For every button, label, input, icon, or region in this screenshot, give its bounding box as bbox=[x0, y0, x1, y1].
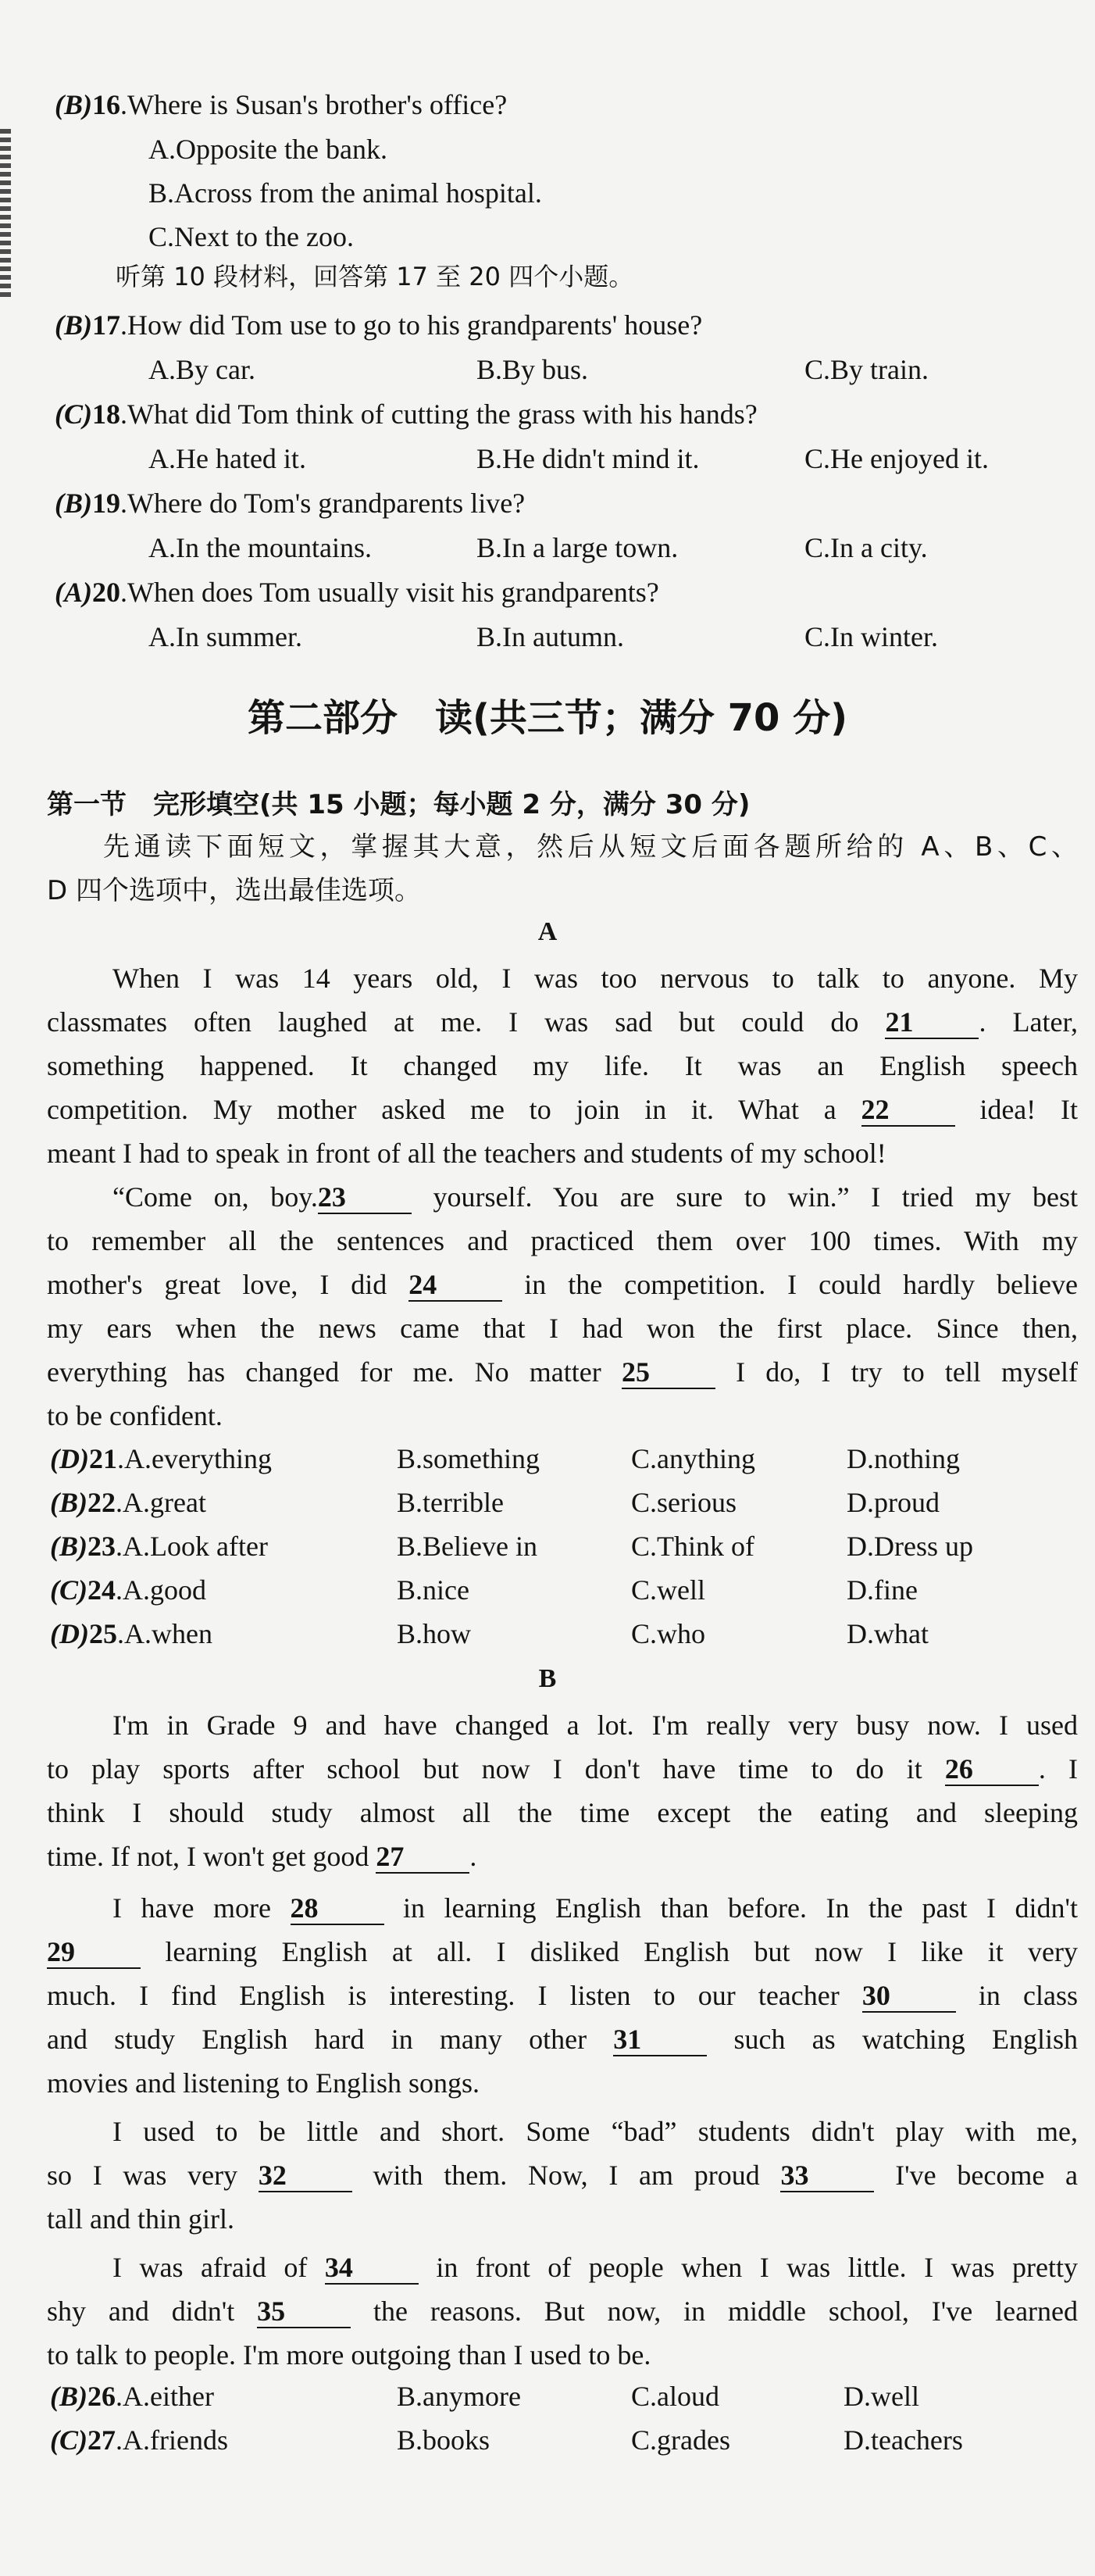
text-segment: with them. Now, I am proud bbox=[373, 2160, 760, 2191]
option-21b: B.something bbox=[397, 1443, 540, 1474]
option-27b: B.books bbox=[397, 2424, 490, 2456]
option-25d: D.what bbox=[847, 1618, 929, 1649]
option-16c: C.Next to the zoo. bbox=[148, 221, 354, 252]
option-27c: C.grades bbox=[631, 2424, 730, 2456]
text-segment: the reasons. But now, in middle school, I've learned bbox=[373, 2296, 1079, 2327]
section1-instruction-line1: 先通读下面短文，掌握其大意，然后从短文后面各题所给的 A、B、C、 bbox=[103, 831, 1078, 863]
passage-b-line: I used to be little and short. Some “bad” students didn't play with me, bbox=[112, 2116, 1078, 2147]
passage-b-line bbox=[47, 1747, 1078, 1791]
question-text-16: Where is Susan's brother's office? bbox=[127, 89, 508, 120]
answer-22: B bbox=[59, 1487, 79, 1518]
option-24d: D.fine bbox=[847, 1574, 918, 1606]
text-segment: and study English hard in many other bbox=[47, 2024, 587, 2055]
answer-25: D bbox=[59, 1618, 80, 1649]
question-number-25: 25 bbox=[89, 1618, 117, 1649]
question-number-22: 22 bbox=[87, 1487, 116, 1518]
option-26b: B.anymore bbox=[397, 2381, 521, 2412]
option-25b: B.how bbox=[397, 1618, 472, 1649]
option-23a: A.Look after bbox=[123, 1531, 268, 1562]
question-number-16: 16 bbox=[92, 89, 121, 120]
option-25a: A.when bbox=[124, 1618, 212, 1649]
instruction-material-10: 听第 10 段材料，回答第 17 至 20 四个小题。 bbox=[116, 262, 634, 291]
option-23d: D.Dress up bbox=[847, 1531, 973, 1562]
passage-a-line: to remember all the sentences and practiced them over 100 times. With my bbox=[47, 1225, 1078, 1256]
text-segment: so I was very bbox=[47, 2160, 238, 2191]
passage-a-line: to be confident. bbox=[47, 1400, 223, 1431]
answer-16: B bbox=[64, 89, 84, 120]
passage-b-heading: B bbox=[538, 1664, 557, 1693]
passage-b-line bbox=[47, 1930, 1078, 1974]
option-18b: B.He didn't mind it. bbox=[476, 443, 700, 474]
passage-b-line bbox=[47, 1974, 1078, 2017]
answer-17: B bbox=[64, 309, 84, 341]
passage-b-line bbox=[47, 1835, 1078, 1878]
option-18c: C.He enjoyed it. bbox=[804, 443, 989, 474]
question-number-20: 20 bbox=[92, 577, 121, 608]
text-segment: in learning English than before. In the past I didn't bbox=[403, 1892, 1079, 1924]
answer-27: C bbox=[59, 2424, 79, 2456]
question-number-18: 18 bbox=[92, 398, 121, 430]
cloze-row-23: (B)23.A.Look after bbox=[50, 1531, 268, 1562]
question-20: (A)20.When does Tom usually visit his grandparents? bbox=[55, 577, 659, 608]
question-17: (B)17.How did Tom use to go to his grandparents' house? bbox=[55, 309, 703, 341]
text-segment: time. If not, I won't get good bbox=[47, 1841, 369, 1872]
text-segment: . Later, bbox=[979, 1006, 1078, 1038]
text-segment: in class bbox=[978, 1980, 1078, 2011]
question-text-17: How did Tom use to go to his grandparents' house? bbox=[127, 309, 703, 341]
section1-heading: 第一节 完形填空(共 15 小题；每小题 2 分，满分 30 分) bbox=[47, 789, 751, 820]
cloze-row-24: (C)24.A.good bbox=[50, 1574, 207, 1606]
question-number-27: 27 bbox=[87, 2424, 116, 2456]
answer-21: D bbox=[59, 1443, 80, 1474]
option-17a: A.By car. bbox=[148, 354, 255, 385]
blank-24[interactable]: 24 bbox=[408, 1269, 502, 1302]
option-19c: C.In a city. bbox=[804, 532, 928, 563]
option-17c: C.By train. bbox=[804, 354, 929, 385]
passage-b-line: I'm in Grade 9 and have changed a lot. I'm really very busy now. I used bbox=[112, 1710, 1078, 1741]
question-number-24: 24 bbox=[87, 1574, 116, 1606]
option-21d: D.nothing bbox=[847, 1443, 961, 1474]
question-number-19: 19 bbox=[92, 488, 121, 519]
text-segment: yourself. You are sure to win.” I tried my best bbox=[433, 1181, 1078, 1213]
part2-title: 第二部分 读(共三节；满分 70 分) bbox=[247, 696, 848, 740]
question-text-19: Where do Tom's grandparents live? bbox=[127, 488, 526, 519]
option-26a: A.either bbox=[123, 2381, 214, 2412]
option-23c: C.Think of bbox=[631, 1531, 754, 1562]
cloze-row-21: (D)21.A.everything bbox=[50, 1443, 272, 1474]
option-21c: C.anything bbox=[631, 1443, 755, 1474]
cloze-row-25: (D)25.A.when bbox=[50, 1618, 212, 1649]
option-22c: C.serious bbox=[631, 1487, 737, 1518]
text-segment: mother's great love, I did bbox=[47, 1269, 387, 1300]
answer-24: C bbox=[59, 1574, 79, 1606]
passage-b-line bbox=[47, 2153, 1078, 2197]
blank-33[interactable]: 33 bbox=[780, 2160, 874, 2192]
cloze-row-26: (B)26.A.either bbox=[50, 2381, 214, 2412]
passage-b-line bbox=[47, 1886, 1078, 1930]
blank-35[interactable]: 35 bbox=[257, 2296, 351, 2328]
passage-b-line bbox=[47, 2289, 1078, 2333]
blank-23[interactable]: 23 bbox=[318, 1181, 412, 1214]
text-segment: everything has changed for me. No matter bbox=[47, 1356, 601, 1388]
passage-a-line: my ears when the news came that I had won the first place. Since then, bbox=[47, 1313, 1078, 1344]
answer-23: B bbox=[59, 1531, 79, 1562]
option-20a: A.In summer. bbox=[148, 621, 302, 652]
blank-26[interactable]: 26 bbox=[945, 1753, 1039, 1786]
option-22d: D.proud bbox=[847, 1487, 940, 1518]
passage-a-line: meant I had to speak in front of all the teachers and students of my school! bbox=[47, 1138, 886, 1169]
question-number-26: 26 bbox=[87, 2381, 116, 2412]
question-16: (B)16.Where is Susan's brother's office? bbox=[55, 89, 508, 120]
text-segment: idea! It bbox=[979, 1094, 1079, 1125]
blank-32[interactable]: 32 bbox=[259, 2160, 352, 2192]
blank-22[interactable]: 22 bbox=[861, 1094, 955, 1127]
text-segment: in front of people when I was little. I was pretty bbox=[436, 2252, 1079, 2283]
passage-b-line bbox=[47, 2246, 1078, 2289]
text-segment: competition. My mother asked me to join in it. What a bbox=[47, 1094, 836, 1125]
question-number-17: 17 bbox=[92, 309, 121, 341]
text-segment: learning English at all. I disliked English but now I like it very bbox=[165, 1936, 1079, 1967]
answer-19: B bbox=[64, 488, 84, 519]
passage-a-line: something happened. It changed my life. It was an English speech bbox=[47, 1050, 1078, 1081]
text-segment: such as watching English bbox=[733, 2024, 1079, 2055]
text-segment: . bbox=[469, 1841, 477, 1872]
passage-b-line: movies and listening to English songs. bbox=[47, 2067, 480, 2099]
text-segment: I was afraid of bbox=[112, 2252, 308, 2283]
option-19a: A.In the mountains. bbox=[148, 532, 372, 563]
section1-instruction-line2: D 四个选项中，选出最佳选项。 bbox=[47, 875, 421, 906]
passage-a-heading: A bbox=[537, 917, 558, 946]
passage-a-line: When I was 14 years old, I was too nervous to talk to anyone. My bbox=[112, 963, 1078, 994]
option-27a: A.friends bbox=[123, 2424, 228, 2456]
passage-a-line bbox=[47, 1088, 1078, 1131]
option-24c: C.well bbox=[631, 1574, 705, 1606]
question-18: (C)18.What did Tom think of cutting the grass with his hands? bbox=[55, 398, 758, 430]
option-16a: A.Opposite the bank. bbox=[148, 134, 387, 165]
answer-20: A bbox=[64, 577, 84, 608]
text-segment: classmates often laughed at me. I was sad but could do bbox=[47, 1006, 859, 1038]
option-26d: D.well bbox=[844, 2381, 919, 2412]
option-20b: B.In autumn. bbox=[476, 621, 624, 652]
option-24b: B.nice bbox=[397, 1574, 469, 1606]
option-26c: C.aloud bbox=[631, 2381, 719, 2412]
option-25c: C.who bbox=[631, 1618, 706, 1649]
cloze-row-22: (B)22.A.great bbox=[50, 1487, 206, 1518]
option-22a: A.great bbox=[123, 1487, 206, 1518]
question-number-21: 21 bbox=[89, 1443, 117, 1474]
option-19b: B.In a large town. bbox=[476, 532, 679, 563]
option-27d: D.teachers bbox=[844, 2424, 963, 2456]
passage-a-line bbox=[47, 1000, 1078, 1044]
blank-25[interactable]: 25 bbox=[622, 1356, 715, 1389]
blank-31[interactable]: 31 bbox=[613, 2024, 707, 2056]
blank-29[interactable]: 29 bbox=[47, 1936, 141, 1969]
cloze-row-27: (C)27.A.friends bbox=[50, 2424, 228, 2456]
text-segment: in the competition. I could hardly believe bbox=[524, 1269, 1078, 1300]
passage-b-line: think I should study almost all the time except the eating and sleeping bbox=[47, 1797, 1078, 1828]
text-segment: I have more bbox=[112, 1892, 271, 1924]
passage-a-line bbox=[47, 1175, 1078, 1219]
blank-28[interactable]: 28 bbox=[291, 1892, 384, 1925]
option-23b: B.Believe in bbox=[397, 1531, 537, 1562]
passage-a-line bbox=[47, 1263, 1078, 1306]
question-19: (B)19.Where do Tom's grandparents live? bbox=[55, 488, 526, 519]
option-24a: A.good bbox=[123, 1574, 207, 1606]
passage-b-line bbox=[47, 2017, 1078, 2061]
option-17b: B.By bus. bbox=[476, 354, 589, 385]
passage-b-line: tall and thin girl. bbox=[47, 2203, 234, 2235]
text-segment: I've become a bbox=[895, 2160, 1078, 2191]
option-18a: A.He hated it. bbox=[148, 443, 306, 474]
text-segment: . I bbox=[1038, 1753, 1079, 1785]
answer-18: C bbox=[64, 398, 84, 430]
binding-edge-marks bbox=[0, 125, 11, 297]
blank-21[interactable]: 21 bbox=[885, 1006, 979, 1039]
text-segment: to play sports after school but now I don't have time to do it bbox=[47, 1753, 922, 1785]
text-segment: shy and didn't bbox=[47, 2296, 235, 2327]
blank-34[interactable]: 34 bbox=[325, 2252, 419, 2285]
text-segment: I do, I try to tell myself bbox=[736, 1356, 1079, 1388]
option-20c: C.In winter. bbox=[804, 621, 938, 652]
option-21a: A.everything bbox=[124, 1443, 272, 1474]
question-number-23: 23 bbox=[87, 1531, 116, 1562]
passage-a-line bbox=[47, 1350, 1078, 1394]
text-segment: “Come on, boy. bbox=[112, 1181, 318, 1213]
question-text-20: When does Tom usually visit his grandparents? bbox=[127, 577, 659, 608]
passage-b-line: to talk to people. I'm more outgoing than I used to be. bbox=[47, 2339, 651, 2371]
option-16b: B.Across from the animal hospital. bbox=[148, 177, 542, 209]
answer-26: B bbox=[59, 2381, 79, 2412]
text-segment: much. I find English is interesting. I listen to our teacher bbox=[47, 1980, 840, 2011]
blank-27[interactable]: 27 bbox=[376, 1841, 469, 1874]
question-text-18: What did Tom think of cutting the grass with his hands? bbox=[127, 398, 758, 430]
option-22b: B.terrible bbox=[397, 1487, 504, 1518]
blank-30[interactable]: 30 bbox=[862, 1980, 956, 2013]
